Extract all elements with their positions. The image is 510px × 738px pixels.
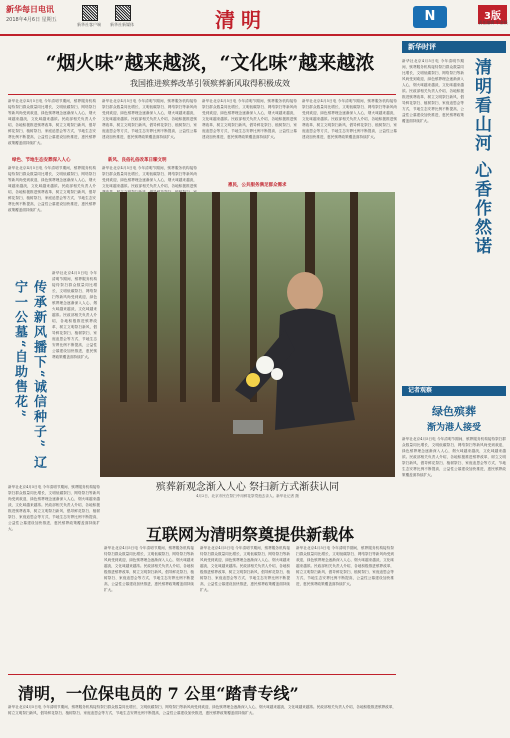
- side-heading: 惠民，公共服务满足群众需求: [228, 183, 287, 188]
- article-body: 新华社北京4月5日电 今年清明节期间，殡葬服务机构接待祭扫群众数量同比增长，文明低碳祭扫、网络祭扫等新风尚受到欢迎，绿色殡葬理念逐渐深入人心，烟火味越来越淡，文化味越来越浓。民政部相关负责人介绍，各地积极推进殡葬改革，树立文明祭扫新风，倡导鲜花祭扫、植树祭扫、家庭追思会等方式，节地生态安葬比例不断提高，公益性公墓建设加快推进，惠民殡葬政策覆盖面持续扩大。: [52, 271, 97, 359]
- divider: [8, 674, 396, 675]
- bottom-headline: 清明，一位保电员的 7 公里“踏青专线”: [18, 684, 299, 703]
- main-headline: “烟火味”越来越淡，“文化味”越来越浓: [45, 52, 375, 74]
- photo-caption: 殡葬新观念渐入人心 祭扫新方式渐获认同: [155, 482, 340, 493]
- section-headline: 互联网为清明祭奠提供新载体: [145, 525, 354, 544]
- article-body: 新华社北京4月5日电 今年清明节期间，殡葬服务机构接待祭扫群众数量同比增长，文明低碳祭扫、网络祭扫等新风尚受到欢迎，绿色殡葬理念逐渐深入人心，烟火味越来越淡，文化味越来越浓。民政部相关负责人介绍，各地积极推进殡葬改革，树立文明祭扫新风，倡导鲜花祭扫、植树祭扫、家庭追思会等方式，节地生态安葬比例不断提高，公益性公墓建设加快推进，惠民殡葬政策覆盖面持续扩大。: [8, 485, 100, 531]
- news-logo-icon: N: [413, 6, 447, 28]
- side-heading: 新风、良俗礼俗改革日臻文明: [108, 158, 167, 163]
- commentary-title: 清明看山河 心香作然诺: [470, 58, 491, 256]
- issue-date: 2018年4月6日 星期五: [6, 17, 57, 23]
- article-body: 新华社北京4月5日电 今年清明节期间，殡葬服务机构接待祭扫群众数量同比增长，文明低碳祭扫、网络祭扫等新风尚受到欢迎，绿色殡葬理念逐渐深入人心，烟火味越来越淡，文化味越来越浓。民政部相关负责人介绍，各地积极推进殡葬改革，树立文明祭扫新风，倡导鲜花祭扫、植树祭扫、家庭追思会等方式，节地生态安葬比例不断提高，公益性公墓建设加快推进，惠民殡葬政策覆盖面持续扩大。: [8, 166, 96, 212]
- reporter-subheadline: 渐为港人接受: [426, 423, 481, 433]
- photo-credit: 4月2日，北京市民在祭扫中用鲜花祭奠逝去亲人。新华社记者 摄: [196, 494, 299, 498]
- article-body: 新华社北京4月5日电 今年清明节期间，殡葬服务机构接待祭扫群众数量同比增长，文明低碳祭扫、网络祭扫等新风尚受到欢迎，绿色殡葬理念逐渐深入人心，烟火味越来越淡，文化味越来越浓。民政部相关负责人介绍，各地积极推进殡: [102, 166, 197, 188]
- article-body: 新华社北京4月5日电 今年清明节期间，殡葬服务机构接待祭扫群众数量同比增长，文明低碳祭扫、网络祭扫等新风尚受到欢迎，绿色殡葬理念逐渐深入人心，烟火味越来越淡，文化味越来越浓。民政部相关负责人介绍，各地积极推进殡葬改革，树立文明祭扫新风，倡导鲜花祭扫、植树祭扫、家庭追思会等方式，节地生态安葬比例不断提高，公益性公墓建设加快推进，惠民殡葬政策覆盖面持续扩大。: [200, 546, 290, 592]
- page-editor: 责任编辑 牛金锁: [478, 20, 508, 25]
- section-title: 清明: [215, 8, 267, 32]
- article-body: 新华社北京4月5日电 今年清明节期间，殡葬服务机构接待祭扫群众数量同比增长，文明低碳祭扫、网络祭扫等新风尚受到欢迎，绿色殡葬理念逐渐深入人心，烟火味越来越淡，文化味越来越浓。民政部相关负责人介绍，各地积极推进殡葬改革，树立文明祭扫新风，倡导鲜花祭扫、植树祭扫、家庭追思会等方式，节地生态安葬比例不断提高，公益性公墓建设加快推进，惠民殡葬政策覆盖面持续扩大。: [402, 59, 464, 123]
- divider: [8, 94, 396, 95]
- qr-label: 新华社新媒体: [110, 22, 134, 27]
- side-heading: 绿色、节地生态安葬深入人心: [12, 158, 71, 163]
- article-body: 新华社北京4月5日电 今年清明节期间，殡葬服务机构接待祭扫群众数量同比增长，文明低碳祭扫、网络祭扫等新风尚受到欢迎，绿色殡葬理念逐渐深入人心，烟火味越来越淡，文化味越来越浓。民政部相关负责人介绍，各地积极推进殡葬改革，树立文明祭扫新风，倡导鲜花祭扫、植树祭扫、家庭追思会等方式，节地生态安葬比例不断提高，公益性公墓建设加快推进，惠民殡葬政策覆盖面持续扩大。: [302, 99, 397, 139]
- commentary-tag: 新华时评: [402, 41, 506, 53]
- article-body: 新华社北京4月5日电 今年清明节期间，殡葬服务机构接待祭扫群众数量同比增长，文明低碳祭扫、网络祭扫等新风尚受到欢迎，绿色殡葬理念逐渐深入人心，烟火味越来越淡，文化味越来越浓。民政部相关负责人介绍，各地积极推进殡葬改革，树立文明祭扫新风，倡导鲜花祭扫、植树祭扫、家庭追思会等方式，节地生态安葬比例不断提高，公益性公墓建设加快推进，惠民殡葬政策覆盖面持续扩大。: [8, 99, 96, 145]
- reporter-headline: 绿色殡葬: [432, 405, 476, 418]
- mourner-figure: [225, 270, 365, 470]
- brand-name: 新华每日电讯: [6, 5, 54, 14]
- article-body: 新华社北京4月5日电 今年清明节期间，殡葬服务机构接待祭扫群众数量同比增长，文明低碳祭扫、网络祭扫等新风尚受到欢迎，绿色殡葬理念逐渐深入人心，烟火味越来越淡，文化味越来越浓。民政部相关负责人介绍，各地积极推进殡葬改革，树立文明祭扫新风，倡导鲜花祭扫、植树祭扫、家庭追思会等方式，节地生态安葬比例不断提高，公益性公墓建设加快推进，惠民殡葬政策覆盖面持续扩大。: [296, 546, 394, 586]
- article-body: 新华社北京4月5日电 今年清明节期间，殡葬服务机构接待祭扫群众数量同比增长，文明低碳祭扫、网络祭扫等新风尚受到欢迎，绿色殡葬理念逐渐深入人心，烟火味越来越淡，文化味越来越浓。民政部相关负责人介绍，各地积极推进殡葬改革，树立文明祭扫新风，倡导鲜花祭扫、植树祭扫、家庭追思会等方式，节地生态安葬比例不断提高，公益性公墓建设加快推进，惠民殡葬政策覆盖面持续扩大。: [104, 546, 194, 592]
- vertical-title: 传承新风播下“诚信种子” 辽宁一公墓“自助售花”: [12, 280, 46, 471]
- news-photo: [100, 192, 395, 477]
- article-body: 新华社北京4月5日电 今年清明节期间，殡葬服务机构接待祭扫群众数量同比增长，文明低碳祭扫、网络祭扫等新风尚受到欢迎，绿色殡葬理念逐渐深入人心，烟火味越来越淡，文化味越来越浓。民政部相关负责人介绍，各地积极推进殡葬改革，树立文明祭扫新风，倡导鲜花祭扫、植树祭扫、家庭追思会等方式，节地生态安葬比例不断提高，公益性公墓建设加快推进，惠民殡葬政策覆盖面持续扩大。: [402, 437, 506, 477]
- article-body: 新华社北京4月5日电 今年清明节期间，殡葬服务机构接待祭扫群众数量同比增长，文明低碳祭扫、网络祭扫等新风尚受到欢迎，绿色殡葬理念逐渐深入人心，烟火味越来越淡，文化味越来越浓。民政部相关负责人介绍，各地积极推进殡葬改革，树立文明祭扫新风，倡导鲜花祭扫、植树祭扫、家庭追思会等方式，节地生态安葬比例不断提高，公益性公墓建设加快推进，惠民殡葬政策覆盖面持续扩大。: [202, 99, 297, 139]
- page-number: 3版: [478, 5, 507, 24]
- qr-code-icon: [82, 5, 98, 21]
- main-subhead: 我国推进殡葬改革引领殡葬新风取得积极成效: [130, 79, 290, 88]
- qr-label: 新华社客户端: [77, 22, 101, 27]
- article-body: 新华社北京4月5日电 今年清明节期间，殡葬服务机构接待祭扫群众数量同比增长，文明低碳祭扫、网络祭扫等新风尚受到欢迎，绿色殡葬理念逐渐深入人心，烟火味越来越淡，文化味越来越浓。民政部相关负责人介绍，各地积极推进殡葬改革，树立文明祭扫新风，倡导鲜花祭扫、植树祭扫、家庭追思会等方式，节地生态安葬比例不断提高，公益性公墓建设加快推进，惠民殡葬政策覆盖面持续扩大。: [102, 99, 197, 139]
- article-body: 新华社北京4月5日电 今年清明节期间，殡葬服务机构接待祭扫群众数量同比增长，文明低碳祭扫、网络祭扫等新风尚受到欢迎，绿色殡葬理念逐渐深入人心，烟火味越来越淡，文化味越来越浓。民政部相关负责人介绍，各地积极推进殡葬改革，树立文明祭扫新风，倡导鲜花祭扫、植树祭扫、家庭追思会等方式，节地生态安葬比例不断提高，公益性公墓建设加快推进，惠民殡葬政策覆盖面持续扩大。: [8, 705, 396, 715]
- reporter-tag: 记者观察: [402, 386, 506, 396]
- qr-code-icon: [115, 5, 131, 21]
